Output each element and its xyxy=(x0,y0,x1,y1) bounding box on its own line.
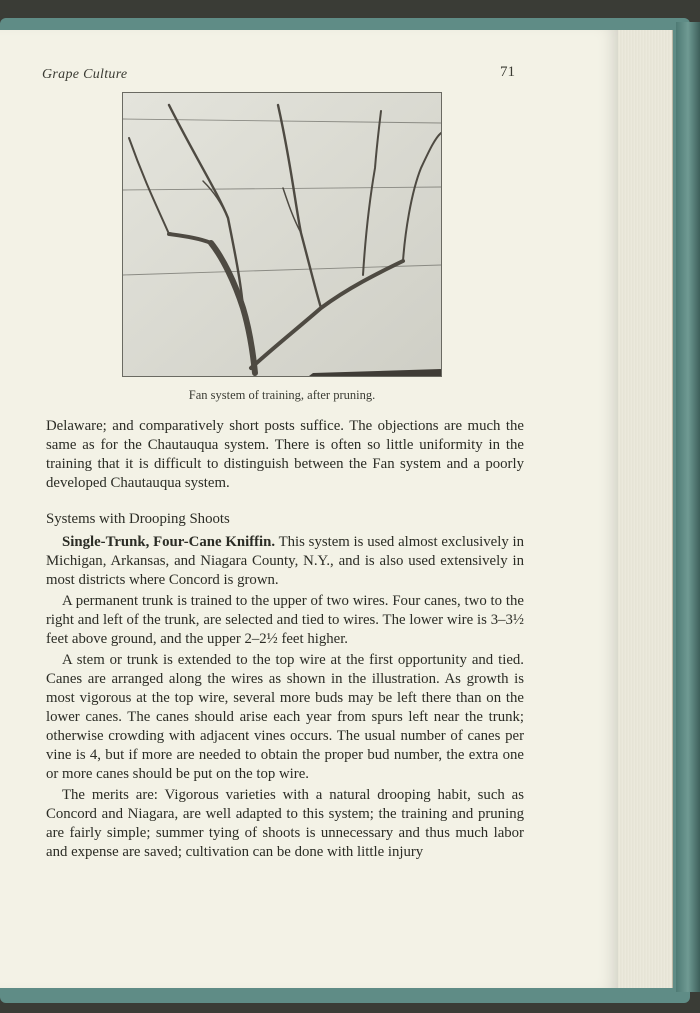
figure-photo xyxy=(122,92,442,377)
grapevine-illustration xyxy=(123,93,441,376)
run-in-title: Single-Trunk, Four-Cane Kniffin. xyxy=(62,534,276,550)
kniffin-paragraph-2: A permanent trunk is trained to the upper of two wires. Four canes, two to the right and left of the trunk, are selected and tied to wires. The lower wire is 3–3½ feet above ground, and the upper 2–2½ feet higher. xyxy=(46,593,524,647)
paragraph-text: Delaware; and comparatively short posts suffice. The objections are much the same as for the Chautauqua system. There is often so little uniformity in the training that it is difficult to distinguish between the Fan system and a poorly developed Chautauqua system. xyxy=(46,418,524,491)
body-paragraph-continued xyxy=(46,417,524,493)
kniffin-section xyxy=(46,533,524,862)
figure-caption: Fan system of training, after pruning. xyxy=(188,388,376,402)
kniffin-paragraph-3: A stem or trunk is extended to the top wire at the first opportunity and tied. Canes are arranged along the wires as shown in the illustration. As growth is most vigorous at the top wire, several more buds may be left there than on the lower canes. The canes should arise each year from spurs left near the trunk; otherwise crowding with adjacent vines occurs. The usual number of canes per vine is 4, but if more are needed to obtain the proper bud number, the extra one or more canes should be put on the top wire. xyxy=(46,652,524,782)
running-head: Grape Culture xyxy=(42,67,128,82)
intro-text: This system is used almost exclusively in Michigan, Arkansas, and Niagara County, N.Y., and is also used extensively in most districts where Concord is grown. xyxy=(46,534,524,588)
page-number: 71 xyxy=(500,64,515,80)
section-heading: Systems with Drooping Shoots xyxy=(46,511,230,527)
kniffin-paragraph-4: The merits are: Vigorous varieties with a natural drooping habit, such as Concord and Niagara, are well adapted to this system; the training and pruning are fairly simple; summer tying of shoots is unnecessary and thus much labor and expense are saved; cultivation can be done with little injury xyxy=(46,787,524,860)
book-spine-edge xyxy=(676,22,700,992)
kniffin-intro-paragraph xyxy=(46,533,524,590)
